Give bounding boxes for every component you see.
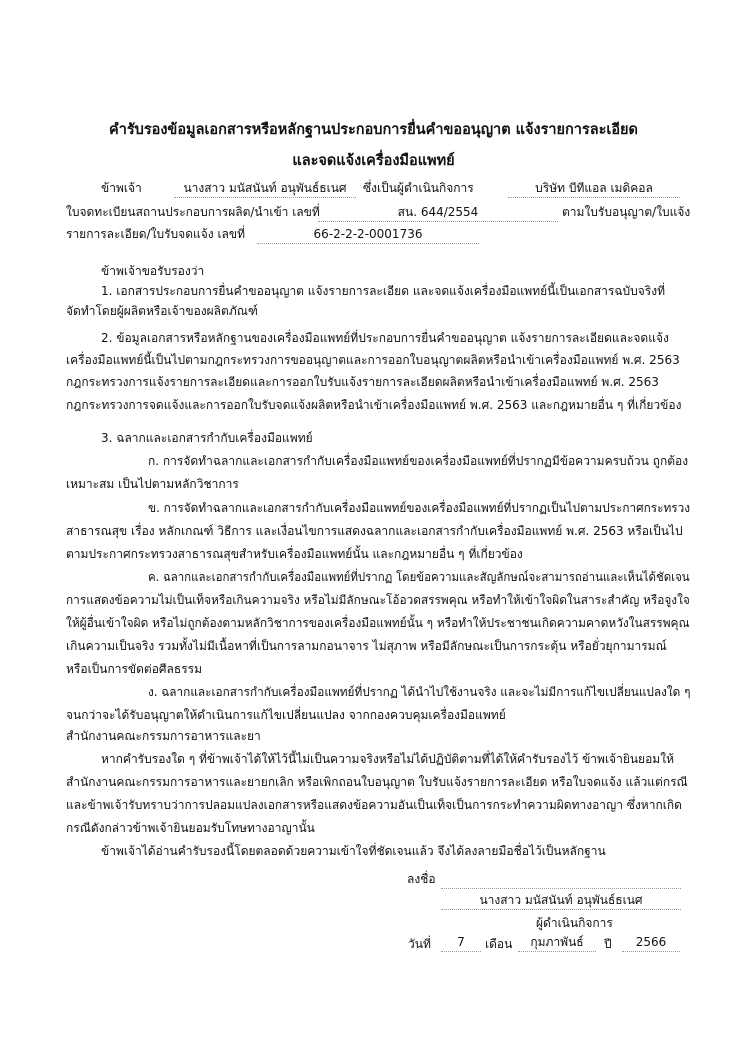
paragraph-3b-line-2: สาธารณสุข เรื่อง หลักเกณฑ์ วิธีการ และเงื่อนไขการแสดงฉลากและเอกสารกำกับเครื่องมือแพทย์ พ.ศ. 2563 หรือเป็นไป xyxy=(66,524,683,538)
paragraph-3b-line-3: ตามประกาศกระทรวงสาธารณสุขสำหรับเครื่องมือแพทย์นั้น และกฎหมายอื่น ๆ ที่เกี่ยวข้อง xyxy=(66,547,523,561)
label-operator: ซึ่งเป็นผู้ดำเนินกิจการ xyxy=(363,181,474,195)
signer-name-field[interactable]: นางสาว มนัสนันท์ อนุพันธ์ธเนศ xyxy=(441,892,681,910)
label-permit: ตามใบรับอนุญาต/ใบแจ้ง xyxy=(562,205,691,219)
label-day: วันที่ xyxy=(408,937,431,951)
document-title-line-2: และจดแจ้งเครื่องมือแพทย์ xyxy=(292,153,455,169)
paragraph-3c-line-3: ให้ผู้อื่นเข้าใจผิด หรือไม่ถูกต้องตามหลักวิชาการของเครื่องมือแพทย์นั้น ๆ หรือทำให้ประชาชนเกิดความคาดหวังในสรรพคุณ xyxy=(66,616,690,630)
signer-role: ผู้ดำเนินกิจการ xyxy=(536,916,613,930)
label-license: ใบจดทะเบียนสถานประกอบการผลิต/นำเข้า เลขที่ xyxy=(66,205,320,219)
label-year: ปี xyxy=(604,937,612,951)
paragraph-3a-line-2: เหมาะสม เป็นไปตามหลักวิชาการ xyxy=(66,477,239,491)
paragraph-3c-line-2: การแสดงข้อความไม่เป็นเท็จหรือเกินความจริง หรือไม่มีลักษณะโอ้อวดสรรพคุณ หรือทำให้เข้าใจผิดในสาระสำคัญ หรือจูงใจ xyxy=(66,593,690,607)
company-name-field[interactable]: บริษัท บีทีแอล เมดิคอล xyxy=(508,180,680,198)
label-sign: ลงชื่อ xyxy=(407,872,436,886)
paragraph-5: ข้าพเจ้าได้อ่านคำรับรองนี้โดยตลอดด้วยความเข้าใจที่ชัดเจนแล้ว จึงได้ลงลายมือชื่อไว้เป็นหลักฐาน xyxy=(101,844,606,858)
paragraph-3a-line-1: ก. การจัดทำฉลากและเอกสารกำกับเครื่องมือแพทย์ของเครื่องมือแพทย์ที่ปรากฏมีข้อความครบถ้วน ถูกต้อง xyxy=(148,454,689,468)
label-detail: รายการละเอียด/ใบรับจดแจ้ง เลขที่ xyxy=(66,227,246,241)
paragraph-3c-line-1: ค. ฉลากและเอกสารกำกับเครื่องมือแพทย์ที่ปรากฏ โดยข้อความและสัญลักษณ์จะสามารถอ่านและเห็นได้ชัดเจน xyxy=(148,570,690,584)
paragraph-4-line-1: หากคำรับรองใด ๆ ที่ข้าพเจ้าได้ให้ไว้นี้ไม่เป็นความจริงหรือไม่ได้ปฏิบัติตามที่ได้ให้คำรับรองไว้ ข้าพเจ้ายินยอมให้ xyxy=(101,752,674,766)
year-field[interactable]: 2566 xyxy=(622,934,680,952)
paragraph-3d-line-1: ง. ฉลากและเอกสารกำกับเครื่องมือแพทย์ที่ปรากฏ ได้นำไปใช้งานจริง และจะไม่มีการแก้ไขเปลี่ยนแปลงใด ๆ xyxy=(148,685,691,699)
signature-field[interactable] xyxy=(441,871,681,889)
paragraph-4-line-2: สำนักงานคณะกรรมการอาหารและยายกเลิก หรือเพิกถอนใบอนุญาต ใบรับแจ้งรายการละเอียด หรือใบจดแจ้ง แล้วแต่กรณี xyxy=(66,775,688,789)
paragraph-2-line-4: กฎกระทรวงการจดแจ้งและการออกใบรับจดแจ้งผลิตหรือนำเข้าเครื่องมือแพทย์ พ.ศ. 2563 และกฎหมายอื่น ๆ ที่เกี่ยวข้อง xyxy=(66,398,682,412)
license-number-field[interactable]: สน. 644/2554 xyxy=(318,204,558,222)
paragraph-4-line-3: และข้าพเจ้ารับทราบว่าการปลอมแปลงเอกสารหรือแสดงข้อความอันเป็นเท็จเป็นการกระทำความผิดทางอาญา ซึ่งหากเกิด xyxy=(66,798,682,812)
paragraph-2-line-1: 2. ข้อมูลเอกสารหรือหลักฐานของเครื่องมือแพทย์ที่ประกอบการยื่นคำขออนุญาต แจ้งรายการละเอียดและจดแจ้ง xyxy=(101,331,669,345)
document-title-line-1: คำรับรองข้อมูลเอกสารหรือหลักฐานประกอบการยื่นคำขออนุญาต แจ้งรายการละเอียด xyxy=(109,122,638,138)
intro-text: ข้าพเจ้าขอรับรองว่า xyxy=(101,264,205,278)
paragraph-1-line-2: จัดทำโดยผู้ผลิตหรือเจ้าของผลิตภัณฑ์ xyxy=(66,304,258,318)
paragraph-3c-line-5: หรือเป็นการขัดต่อศีลธรรม xyxy=(66,662,203,676)
paragraph-2-line-3: กฎกระทรวงการแจ้งรายการละเอียดและการออกใบรับแจ้งรายการละเอียดผลิตหรือนำเข้าเครื่องมือแพทย์ พ.ศ. 2563 xyxy=(66,375,659,389)
paragraph-3b-line-1: ข. การจัดทำฉลากและเอกสารกำกับเครื่องมือแพทย์ของเครื่องมือแพทย์ที่ปรากฏเป็นไปตามประกาศกระทรวง xyxy=(148,501,691,515)
label-month: เดือน xyxy=(485,937,513,951)
paragraph-3c-line-4: เกินความเป็นจริง รวมทั้งไม่มีเนื้อหาที่เป็นการลามกอนาจาร ไม่สุภาพ หรือมีลักษณะเป็นการกระตุ้น หรือยั่วยุกามารมณ์ xyxy=(66,639,667,653)
month-field[interactable]: กุมภาพันธ์ xyxy=(518,934,596,952)
paragraph-3-heading: 3. ฉลากและเอกสารกำกับเครื่องมือแพทย์ xyxy=(101,431,313,445)
day-field[interactable]: 7 xyxy=(441,934,481,952)
paragraph-4-line-4: กรณีดังกล่าวข้าพเจ้ายินยอมรับโทษทางอาญานั้น xyxy=(66,821,315,835)
paragraph-1-line-1: 1. เอกสารประกอบการยื่นคำขออนุญาต แจ้งรายการละเอียด และจดแจ้งเครื่องมือแพทย์นี้เป็นเอกสารฉบับจริงที่ xyxy=(101,284,666,298)
permit-number-field[interactable]: 66-2-2-2-0001736 xyxy=(257,226,479,244)
paragraph-3d-line-2: จนกว่าจะได้รับอนุญาตให้ดำเนินการแก้ไขเปลี่ยนแปลง จากกองควบคุมเครื่องมือแพทย์ xyxy=(66,708,506,722)
label-name: ข้าพเจ้า xyxy=(101,181,142,195)
paragraph-3d-line-3: สำนักงานคณะกรรมการอาหารและยา xyxy=(66,729,261,743)
paragraph-2-line-2: เครื่องมือแพทย์นี้เป็นไปตามกฎกระทรวงการขออนุญาตและการออกใบอนุญาตผลิตหรือนำเข้าเครื่องมือแพทย์ พ.ศ. 2563 xyxy=(66,353,680,367)
applicant-name-field[interactable]: นางสาว มนัสนันท์ อนุพันธ์ธเนศ xyxy=(174,180,356,198)
